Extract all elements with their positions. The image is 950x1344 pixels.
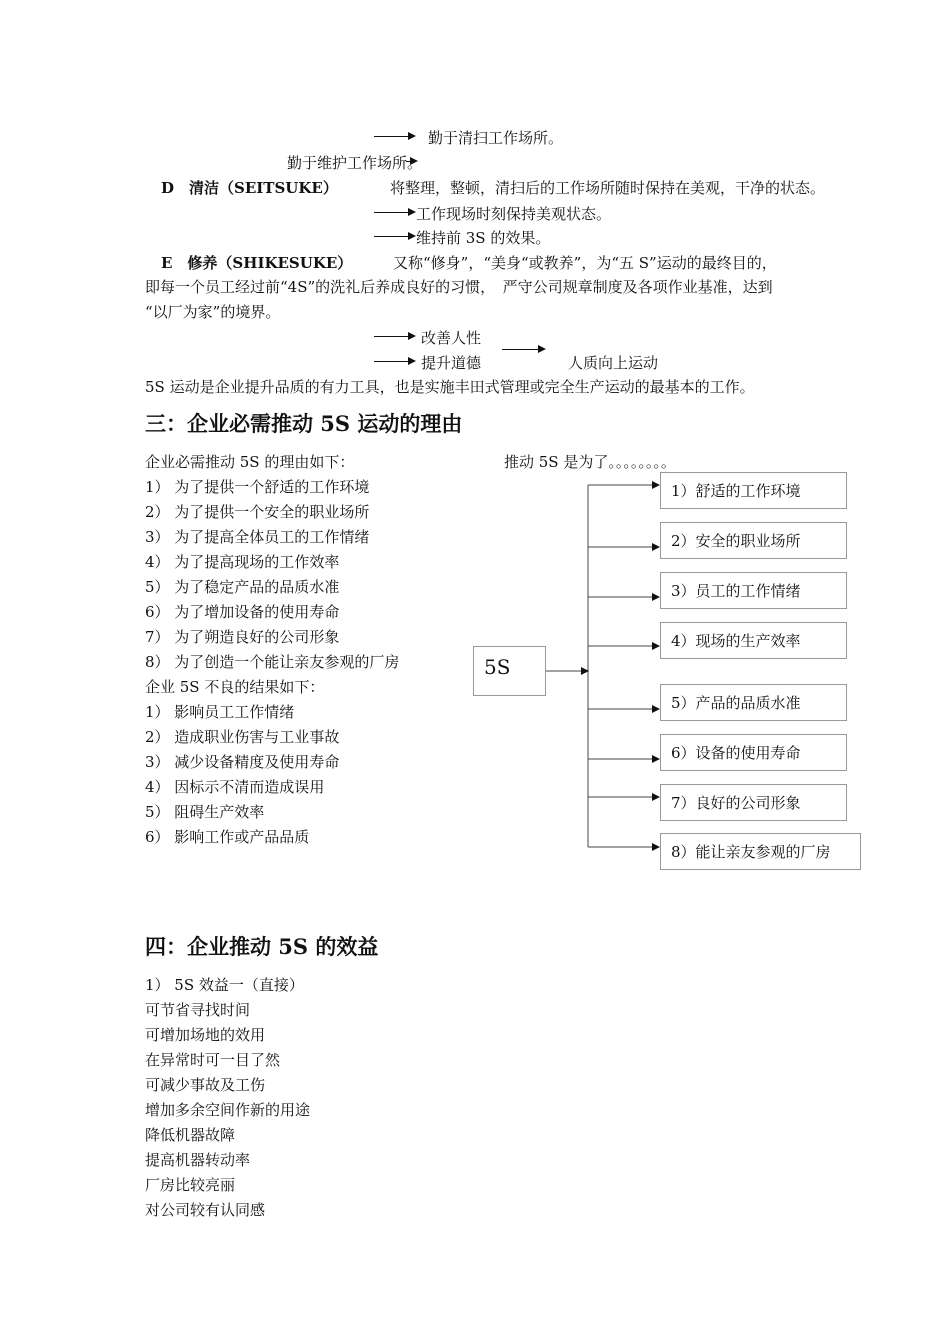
- list-item: 可增加场地的效用: [145, 1026, 266, 1044]
- list-title: 1） 5S 效益一（直接）: [145, 976, 304, 994]
- list-item: 在异常时可一目了然: [145, 1051, 281, 1069]
- list-item: 2） 造成职业伤害与工业事故: [145, 728, 340, 746]
- diagram-title: 推动 5S 是为了。。。。。。。。: [504, 453, 676, 471]
- list-item: 1） 影响员工工作情绪: [145, 703, 295, 721]
- list-item: 对公司较有认同感: [145, 1201, 266, 1219]
- bullet-text: 勤于清扫工作场所。: [428, 129, 564, 147]
- bullet-text: 提升道德: [421, 354, 482, 372]
- bullet-text: 工作现场时刻保持美观状态。: [416, 205, 612, 223]
- list-title: 企业 5S 不良的结果如下：: [145, 678, 325, 696]
- list-item: 1） 为了提供一个舒适的工作环境: [145, 478, 370, 496]
- diagram-node: 8）能让亲友参观的厂房: [660, 833, 861, 870]
- list-item: 4） 为了提高现场的工作效率: [145, 553, 340, 571]
- section-desc: “以厂为家”的境界。: [145, 303, 281, 321]
- section-heading: 四：企业推动 5S 的效益: [145, 934, 379, 959]
- bullet-text: 维持前 3S 的效果。: [416, 229, 551, 247]
- list-item: 5） 为了稳定产品的品质水准: [145, 578, 340, 596]
- section-heading: 三：企业必需推动 5S 运动的理由: [145, 411, 463, 436]
- list-item: 可节省寻找时间: [145, 1001, 251, 1019]
- diagram-node: 2）安全的职业场所: [660, 522, 847, 559]
- list-item: 3） 减少设备精度及使用寿命: [145, 753, 340, 771]
- list-item: 6） 影响工作或产品品质: [145, 828, 310, 846]
- list-item: 提高机器转动率: [145, 1151, 251, 1169]
- list-item: 降低机器故障: [145, 1126, 236, 1144]
- result-text: 人质向上运动: [568, 354, 659, 372]
- list-item: 3） 为了提高全体员工的工作情绪: [145, 528, 370, 546]
- diagram-node: 1）舒适的工作环境: [660, 472, 847, 509]
- list-item: 5） 阻碍生产效率: [145, 803, 265, 821]
- bullet-text: 勤于维护工作场所。: [287, 154, 423, 172]
- list-title: 企业必需推动 5S 的理由如下：: [145, 453, 355, 471]
- list-item: 8） 为了创造一个能让亲友参观的厂房: [145, 653, 400, 671]
- center-node: 5S: [473, 646, 546, 696]
- diagram-node: 7）良好的公司形象: [660, 784, 847, 821]
- list-item: 可减少事故及工伤: [145, 1076, 266, 1094]
- diagram-node: 3）员工的工作情绪: [660, 572, 847, 609]
- diagram-node: 4）现场的生产效率: [660, 622, 847, 659]
- section-desc: 将整理，整顿，清扫后的工作场所随时保持在美观，干净的状态。: [390, 179, 826, 197]
- list-item: 6） 为了增加设备的使用寿命: [145, 603, 340, 621]
- section-label: E 修养（SHIKESUKE）: [161, 254, 353, 272]
- section-desc: 即每一个员工经过前“4S”的洗礼后养成良好的习惯， 严守公司规章制度及各项作业基准，达到: [145, 278, 773, 296]
- list-item: 2） 为了提供一个安全的职业场所: [145, 503, 370, 521]
- list-item: 7） 为了朔造良好的公司形象: [145, 628, 340, 646]
- diagram-node: 5）产品的品质水准: [660, 684, 847, 721]
- summary-text: 5S 运动是企业提升品质的有力工具，也是实施丰田式管理或完全生产运动的最基本的工作。: [145, 378, 755, 396]
- bullet-text: 改善人性: [421, 329, 482, 347]
- section-label: D 清洁（SEITSUKE）: [161, 179, 338, 197]
- list-item: 厂房比较亮丽: [145, 1176, 236, 1194]
- section-desc: 又称“修身”，“美身“或教养”，为“五 S”运动的最终目的，: [393, 254, 777, 272]
- list-item: 增加多余空间作新的用途: [145, 1101, 311, 1119]
- diagram-node: 6）设备的使用寿命: [660, 734, 847, 771]
- list-item: 4） 因标示不清而造成误用: [145, 778, 325, 796]
